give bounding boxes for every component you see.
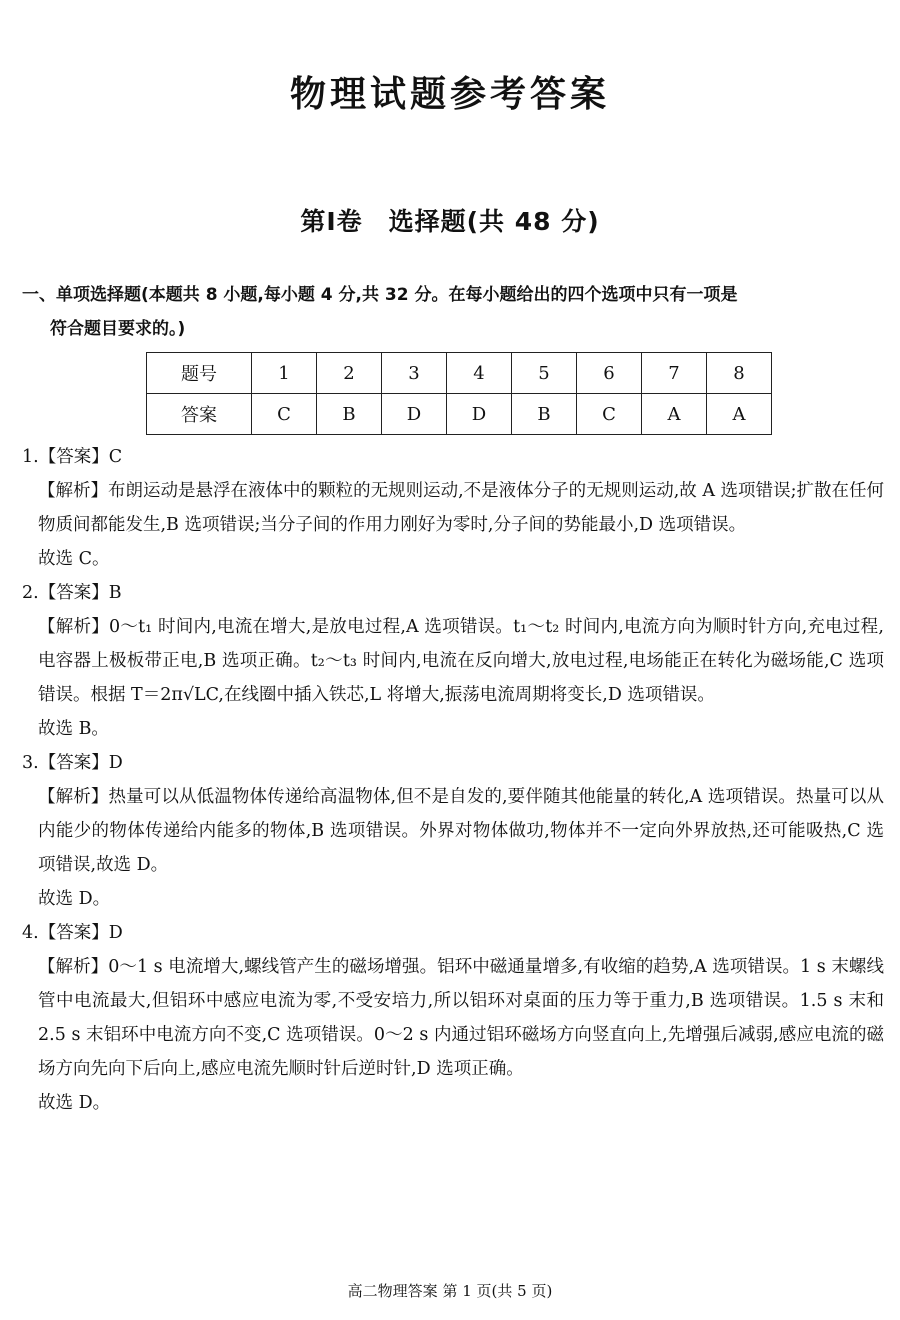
answer-cell: A <box>707 394 772 435</box>
question-choose-line: 故选 D。 <box>38 1093 111 1113</box>
part-heading <box>22 278 884 346</box>
answer-cell: A <box>642 394 707 435</box>
answer-cell: C <box>577 394 642 435</box>
answer-cell: D <box>382 394 447 435</box>
part-heading-line2: 符合题目要求的。) <box>50 319 186 339</box>
question-number-cell: 4 <box>447 353 512 394</box>
question-number-cell: 8 <box>707 353 772 394</box>
answer-table-answer-row <box>147 394 772 435</box>
question-answer-line: 4.【答案】D <box>22 923 123 943</box>
question-block <box>22 440 884 576</box>
question-answer-line: 1.【答案】C <box>22 447 123 467</box>
answer-body <box>22 440 884 1120</box>
answer-cell: D <box>447 394 512 435</box>
part-heading-line1: 一、单项选择题(本题共 8 小题,每小题 4 分,共 32 分。在每小题给出的四个选项中只有一项是 <box>22 285 738 305</box>
answer-table <box>146 352 772 435</box>
answer-table-number-header: 题号 <box>147 353 252 394</box>
question-answer-line: 2.【答案】B <box>22 583 122 603</box>
section-title: 第Ⅰ卷 选择题(共 48 分) <box>300 207 600 236</box>
answer-table-number-row <box>147 353 772 394</box>
page-title: 物理试题参考答案 <box>289 74 610 115</box>
question-number-cell: 6 <box>577 353 642 394</box>
question-explanation: 【解析】0～t₁ 时间内,电流在增大,是放电过程,A 选项错误。t₁～t₂ 时间内,电流方向为顺时针方向,充电过程,电容器上极板带正电,B 选项正确。t₂～t₃ 时间内,电流在反向增大,放电过程,电场能正在转化为磁场能,C 选项错误。根据 T＝2π√LC,在线圈中插入铁芯,L 将增大,振荡电流周期将变长,D 选项错误。 <box>38 617 884 705</box>
question-choose-line: 故选 D。 <box>38 889 111 909</box>
answer-cell: B <box>317 394 382 435</box>
question-choose-line: 故选 B。 <box>38 719 109 739</box>
question-choose-line: 故选 C。 <box>38 549 110 569</box>
answer-table-answer-header: 答案 <box>147 394 252 435</box>
question-number-cell: 1 <box>252 353 317 394</box>
question-block <box>22 916 884 1120</box>
question-number-cell: 3 <box>382 353 447 394</box>
question-block <box>22 746 884 916</box>
question-number-cell: 5 <box>512 353 577 394</box>
question-answer-line: 3.【答案】D <box>22 753 123 773</box>
page-footer: 高二物理答案 第 1 页(共 5 页) <box>347 1282 553 1300</box>
answer-cell: C <box>252 394 317 435</box>
question-number-cell: 7 <box>642 353 707 394</box>
question-number-cell: 2 <box>317 353 382 394</box>
question-explanation: 【解析】布朗运动是悬浮在液体中的颗粒的无规则运动,不是液体分子的无规则运动,故 A 选项错误;扩散在任何物质间都能发生,B 选项错误;当分子间的作用力刚好为零时,分子间的势能最小,D 选项错误。 <box>38 481 884 535</box>
answer-cell: B <box>512 394 577 435</box>
question-block <box>22 576 884 746</box>
question-explanation: 【解析】0～1 s 电流增大,螺线管产生的磁场增强。铝环中磁通量增多,有收缩的趋势,A 选项错误。1 s 末螺线管中电流最大,但铝环中感应电流为零,不受安培力,所以铝环对桌面的压力等于重力,B 选项错误。1.5 s 末和 2.5 s 末铝环中电流方向不变,C 选项错误。0～2 s 内通过铝环磁场方向竖直向上,先增强后减弱,感应电流的磁场方向先向下后向上,感应电流先顺时针后逆时针,D 选项正确。 <box>38 957 884 1079</box>
question-explanation: 【解析】热量可以从低温物体传递给高温物体,但不是自发的,要伴随其他能量的转化,A 选项错误。热量可以从内能少的物体传递给内能多的物体,B 选项错误。外界对物体做功,物体并不一定向外界放热,还可能吸热,C 选项错误,故选 D。 <box>38 787 884 875</box>
